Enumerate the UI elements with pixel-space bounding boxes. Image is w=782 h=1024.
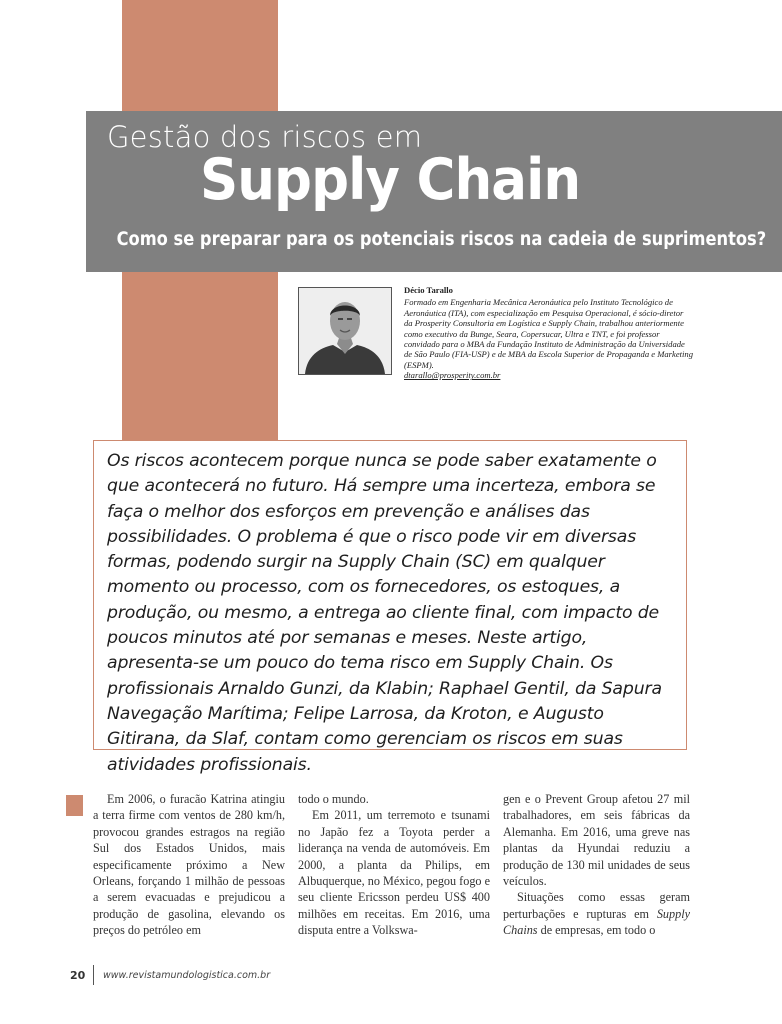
body-text: de empresas, em todo o bbox=[537, 923, 656, 938]
footer-divider bbox=[93, 965, 94, 985]
author-bio bbox=[404, 285, 694, 381]
body-text: Situações como essas geram perturbações e rupturas em bbox=[503, 890, 690, 921]
section-marker bbox=[66, 795, 83, 816]
pull-quote bbox=[93, 440, 687, 775]
page-number: 20 bbox=[70, 969, 86, 982]
body-column-2 bbox=[298, 791, 490, 939]
page-title: Supply Chain bbox=[200, 147, 581, 213]
body-column-1 bbox=[93, 791, 285, 939]
body-paragraph: Em 2011, um terremoto e tsunami no Japão fez a Toyota perder a liderança na venda de automóveis. Em 2000, a planta da Philips, em Albuquerque, no México, pegou fogo e seu cliente Ericsson perdeu US$ 400 milhões em receitas. Em 2016, uma disputa entre a Volkswa- bbox=[298, 808, 490, 938]
pull-quote-text: Os riscos acontecem porque nunca se pode saber exatamente o que acontecerá no futuro. Há sempre uma incerteza, embora se faça o melhor dos esforços em prevenção e análises das possibilidades. O problema é que o risco pode vir em diversas formas, podendo surgir na Supply Chain (SC) em qualquer momento ou processo, com os fornecedores, os estoques, a produção, ou mesmo, a entrega ao cliente final, com impacto de poucos minutos até por semanas e meses. Neste artigo, apresenta-se um pouco do tema risco em Supply Chain. Os profissionais Arnaldo Gunzi, da Klabin; Raphael Gentil, da Sapura Navegação Marítima; Felipe Larrosa, da Kroton, e Augusto Gitirana, da Slaf, contam como gerenciam os riscos em suas atividades profissionais. bbox=[107, 451, 662, 775]
author-photo bbox=[298, 287, 392, 375]
author-name: Décio Tarallo bbox=[404, 285, 453, 295]
author-portrait-icon bbox=[299, 288, 391, 374]
footer-url[interactable]: www.revistamundologistica.com.br bbox=[103, 970, 271, 981]
body-paragraph: gen e o Prevent Group afetou 27 mil trabalhadores, em seis fábricas da Alemanha. Em 2016, uma greve nas plantas da Hyundai reduziu a produção de 130 mil unidades de seus veículos. bbox=[503, 792, 690, 889]
body-paragraph: todo o mundo. bbox=[298, 792, 369, 806]
page-subtitle: Como se preparar para os potenciais riscos na cadeia de suprimentos? bbox=[116, 229, 766, 250]
body-emphasis: Supply Chains bbox=[503, 906, 690, 938]
body-paragraph bbox=[503, 889, 690, 938]
title-kicker: Gestão dos riscos em bbox=[107, 120, 423, 154]
author-bio-text: Formado em Engenharia Mecânica Aeronáutica pelo Instituto Tecnológico de Aeronáutica (ITA), com especialização em Pesquisa Operacional, é sócio-diretor da Prosperity Consultoria em Logística e Supply Chain, trabalhou anteriormente como executivo da Bunge, Seara, Copersucar, Ultra e TNT, e foi professor convidado para o MBA da Fundação Instituto de Administração da Universidade de São Paulo (FIA-USP) e de MBA da Escola Superior de Propaganda e Marketing (ESPM). bbox=[404, 297, 694, 370]
author-email-link[interactable]: dtarallo@prosperity.com.br bbox=[404, 370, 501, 381]
body-paragraph: Em 2006, o furacão Katrina atingiu a terra firme com ventos de 280 km/h, provocou grandes estragos na região Sul dos Estados Unidos, mais especificamente próximo a New Orleans, forçando 1 milhão de pessoas a serem evacuadas e prejudicou a produção de gasolina, elevando os preços do petróleo em bbox=[93, 792, 285, 938]
body-column-3 bbox=[503, 791, 690, 939]
